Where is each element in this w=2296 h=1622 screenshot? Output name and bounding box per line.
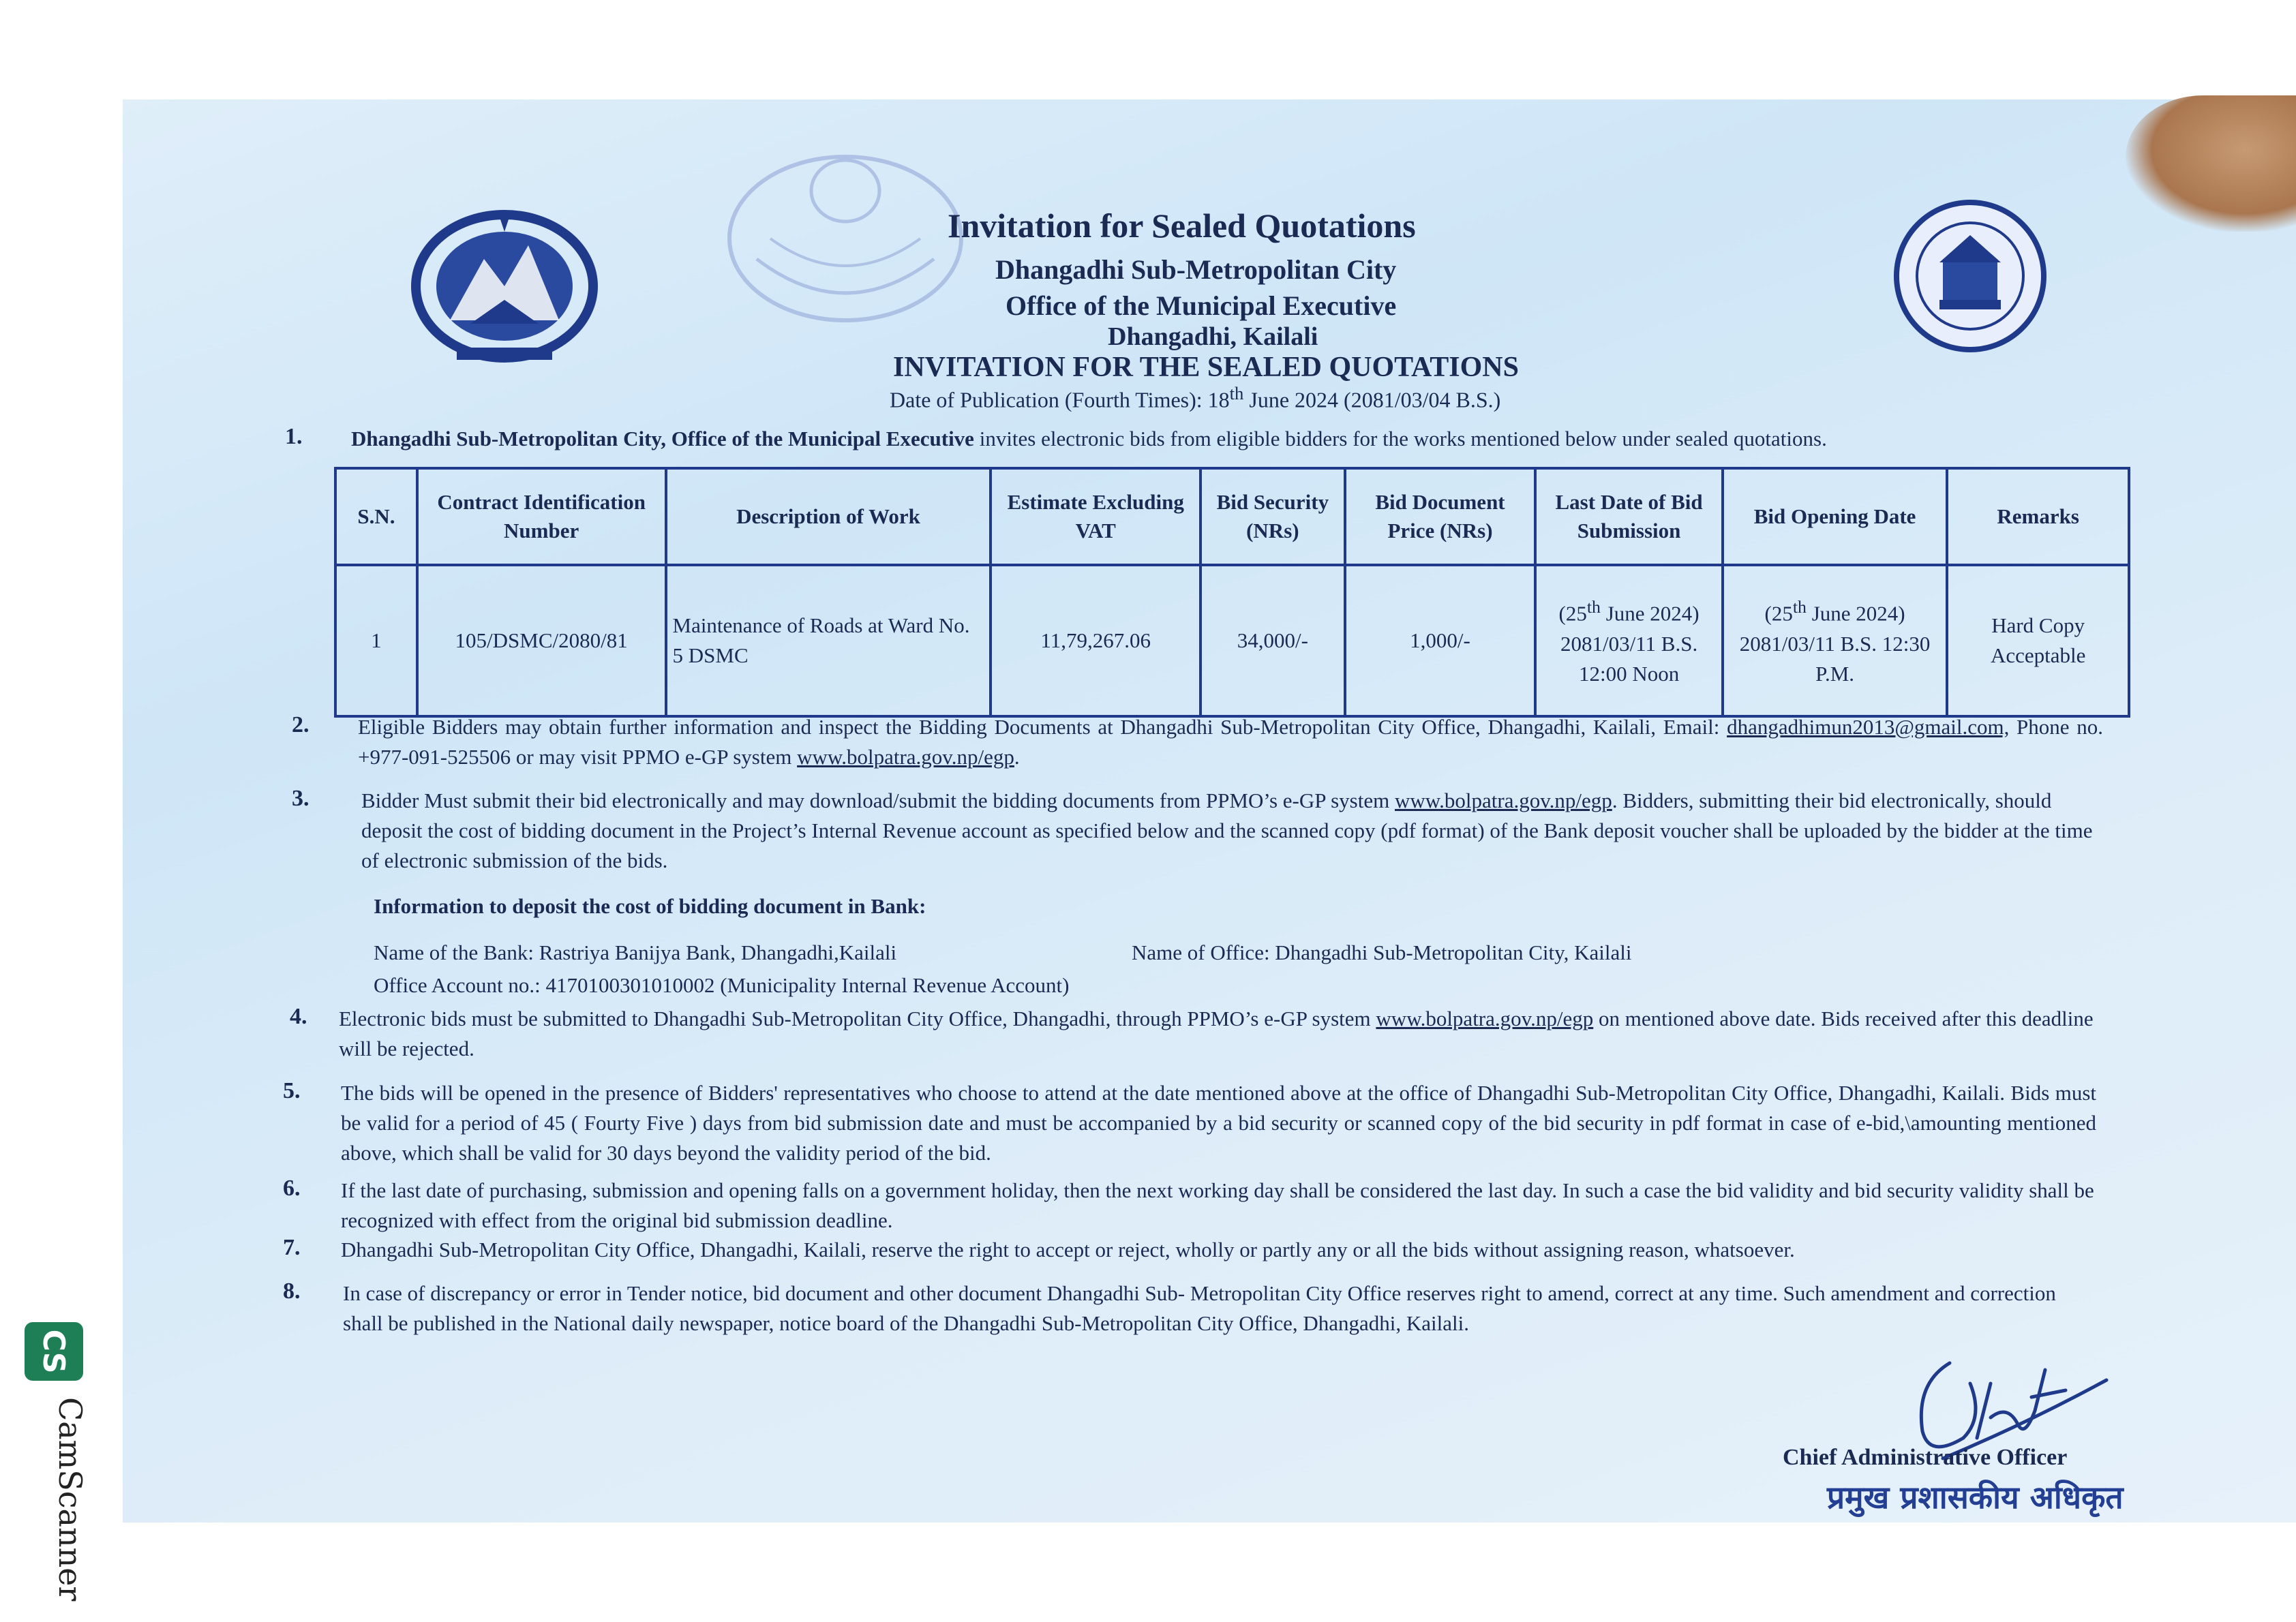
cell-sn: 1 [335,565,417,716]
cell-document-price: 1,000/- [1345,565,1536,716]
cell-remarks: Hard Copy Acceptable [1947,565,2129,716]
col-estimate: Estimate Excluding VAT [991,468,1200,565]
camscanner-watermark: CamScanner [52,1397,89,1602]
bids-table [334,467,2130,718]
item-number: 3. [292,786,309,811]
item-number: 2. [292,712,309,737]
location: Dhangadhi, Kailali [1108,322,1318,351]
cell-contract-id: 105/DSMC/2080/81 [417,565,666,716]
notice-title: Invitation for Sealed Quotations [948,206,1416,245]
egp-link[interactable]: www.bolpatra.gov.np/egp [1394,789,1612,812]
col-opening-date: Bid Opening Date [1723,468,1947,565]
item-number: 1. [285,424,303,449]
item-5-text: The bids will be opened in the presence of Bidders' representatives who choose to attend at the date mentioned above at the office of Dhangadhi Sub-Metropolitan City Office, Dhangadhi, Kailali. Bids must be valid for a period of 45 ( Fourty Five ) days from bid submission date and must be accompanied by a bid security or scanned copy of the bid security in pdf format in case of e-bid,\amounting mentioned above, which shall be valid for 30 days beyond the validity period of the bid. [341,1081,2096,1165]
item-number: 4. [290,1004,307,1029]
signatory-title: Chief Administrative Officer [1783,1445,2068,1470]
item-3-text: Bidder Must submit their bid electronically and may download/submit the bidding documents from PPMO’s e-GP system www.bolpatra.gov.np/egp. Bidders, submitting their bid electronically, should deposit the cost of bidding document in the Project’s Internal Revenue account as specified below and the scanned copy (pdf format) of the Bank deposit voucher shall be uploaded by the bidder at the time of electronic submission of the bids. [361,789,2093,872]
item-1-text: Dhangadhi Sub-Metropolitan City, Office of the Municipal Executive invites electronic bids from eligible bidders for the works mentioned below under sealed quotations. [351,427,1827,450]
signatory-title-nepali: प्रमुख प्रशासकीय अधिकृत [1827,1479,2124,1516]
cell-opening-date: (25th June 2024) 2081/03/11 B.S. 12:30 P.M. [1723,565,1947,716]
item-4-text: Electronic bids must be submitted to Dhangadhi Sub-Metropolitan City Office, Dhangadhi, through PPMO’s e-GP system www.bolpatra.gov.np/egp on mentioned above date. Bids received after this deadline will be rejected. [339,1007,2094,1060]
municipal-stamp-icon [716,136,975,341]
municipality-logo-icon [1892,198,2049,354]
city-name: Dhangadhi Sub-Metropolitan City [995,254,1397,285]
item-number: 6. [283,1176,301,1201]
egp-link[interactable]: www.bolpatra.gov.np/egp [797,745,1014,769]
item-number: 8. [283,1279,301,1304]
table-row [335,565,2129,716]
table-header-row [335,468,2129,565]
col-contract-id: Contract Identification Number [417,468,666,565]
email-link[interactable]: dhangadhimun2013@gmail.com, [1727,715,2010,739]
bank-name: Name of the Bank: Rastriya Banijya Bank, Dhangadhi,Kailali [374,940,897,964]
item-6-text: If the last date of purchasing, submission and opening falls on a government holiday, then the next working day shall be considered the last day. In such a case the bid validity and bid security validity shall be recognized with effect from the original bid submission deadline. [341,1178,2094,1232]
office-name: Office of the Municipal Executive [1006,290,1397,321]
col-sn: S.N. [335,468,417,565]
cell-description: Maintenance of Roads at Ward No. 5 DSMC [666,565,991,716]
col-remarks: Remarks [1947,468,2129,565]
item-number: 5. [283,1078,301,1103]
bank-heading: Information to deposit the cost of bidding document in Bank: [374,894,926,918]
col-bid-security: Bid Security (NRs) [1200,468,1345,565]
office-account-number: Office Account no.: 4170100301010002 (Municipality Internal Revenue Account) [374,973,1070,997]
col-last-date: Last Date of Bid Submission [1535,468,1723,565]
item-8-text: In case of discrepancy or error in Tender notice, bid document and other document Dhangadhi Sub- Metropolitan City Office reserves right to amend, correct at any time. Such amendment and correction shall be published in the National daily newspaper, notice board of the Dhangadhi Sub-Metropolitan City Office, Dhangadhi, Kailali. [343,1281,2056,1335]
office-account-name: Name of Office: Dhangadhi Sub-Metropolitan City, Kailali [1132,940,1632,964]
publication-date: Date of Publication (Fourth Times): 18th June 2024 (2081/03/04 B.S.) [890,383,1501,412]
col-document-price: Bid Document Price (NRs) [1345,468,1536,565]
invitation-heading: INVITATION FOR THE SEALED QUOTATIONS [893,352,1519,383]
cell-bid-security: 34,000/- [1200,565,1345,716]
col-description: Description of Work [666,468,991,565]
camscanner-logo-icon: CS [25,1322,83,1381]
item-7-text: Dhangadhi Sub-Metropolitan City Office, Dhangadhi, Kailali, reserve the right to accept or reject, wholly or partly any or all the bids without assigning reason, whatsoever. [341,1238,1795,1261]
item-number: 7. [283,1235,301,1260]
item-2-text: Eligible Bidders may obtain further information and inspect the Bidding Documents at Dhangadhi Sub-Metropolitan City Office, Dhangadhi, Kailali, Email: dhangadhimun2013@gmail.com, Phone no. +977-091-525506 or may visit PPMO e-GP system www.bolpatra.gov.np/egp. [358,715,2103,769]
cell-estimate: 11,79,267.06 [991,565,1200,716]
cell-last-date: (25th June 2024) 2081/03/11 B.S. 12:00 Noon [1535,565,1723,716]
egp-link[interactable]: www.bolpatra.gov.np/egp [1376,1007,1594,1030]
nepal-emblem-icon [402,204,607,368]
